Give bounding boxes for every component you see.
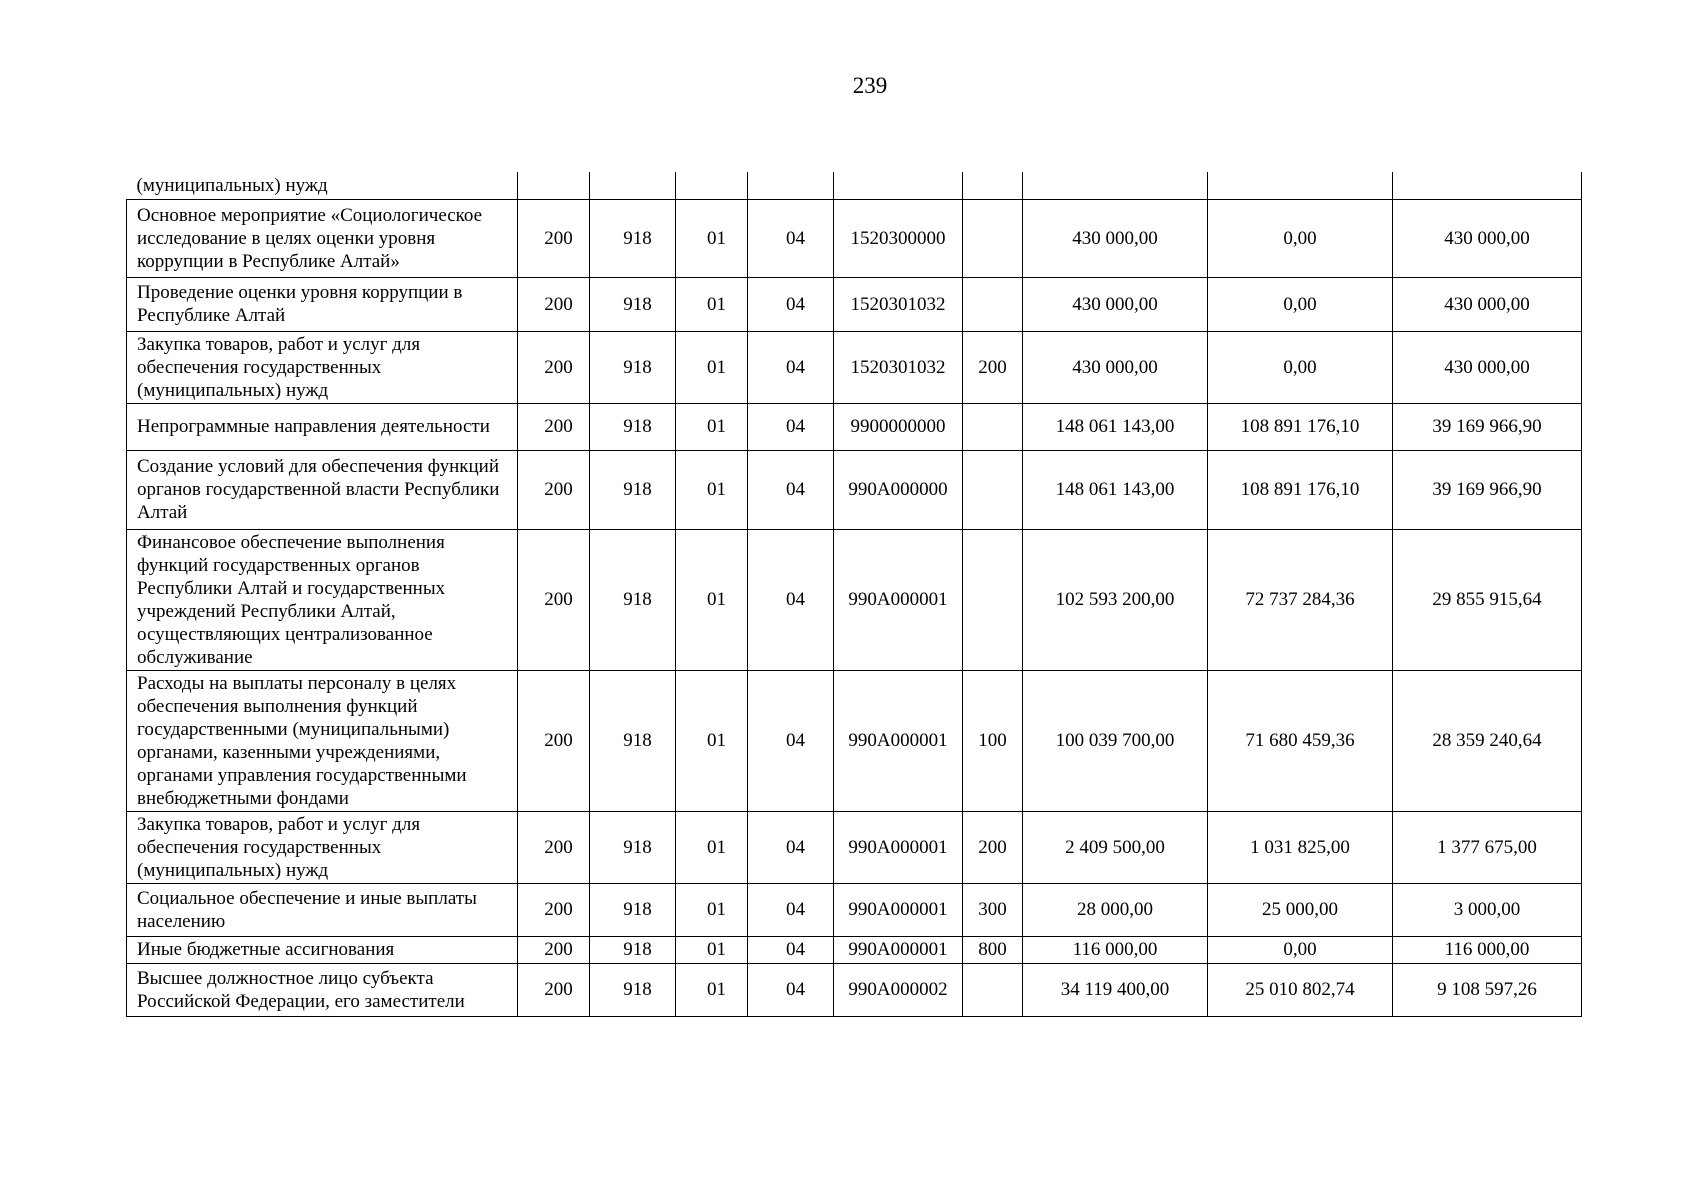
ministry-code-cell: 918 xyxy=(590,450,676,529)
section-cell: 01 xyxy=(676,529,748,670)
row-name-cell: Высшее должностное лицо субъекта Российской Федерации, его заместители xyxy=(127,963,518,1016)
remainder-amount-cell: 430 000,00 xyxy=(1393,331,1582,403)
gov-code-cell: 200 xyxy=(518,277,590,331)
ministry-code-cell: 918 xyxy=(590,199,676,277)
section-cell: 01 xyxy=(676,199,748,277)
remainder-amount-cell: 3 000,00 xyxy=(1393,883,1582,936)
row-name-cell: Закупка товаров, работ и услуг для обеспечения государственных (муниципальных) нужд xyxy=(127,331,518,403)
expense-type-cell: 200 xyxy=(963,331,1023,403)
planned-amount-cell: 148 061 143,00 xyxy=(1023,450,1208,529)
table-row xyxy=(127,883,1582,936)
table-row xyxy=(127,172,1582,199)
gov-code-cell: 200 xyxy=(518,811,590,883)
table-row xyxy=(127,450,1582,529)
table-row xyxy=(127,199,1582,277)
expense-type-cell: 300 xyxy=(963,883,1023,936)
page-number: 239 xyxy=(852,73,888,98)
executed-amount-cell: 0,00 xyxy=(1208,331,1393,403)
target-article-cell: 990А000002 xyxy=(834,963,963,1016)
gov-code-cell: 200 xyxy=(518,199,590,277)
section-cell: 01 xyxy=(676,883,748,936)
expense-type-cell xyxy=(963,529,1023,670)
planned-amount-cell: 102 593 200,00 xyxy=(1023,529,1208,670)
executed-amount-cell: 25 010 802,74 xyxy=(1208,963,1393,1016)
row-name-cell: Непрограммные направления деятельности xyxy=(127,403,518,450)
target-article-cell: 1520301032 xyxy=(834,331,963,403)
table-row xyxy=(127,403,1582,450)
executed-amount-cell: 0,00 xyxy=(1208,277,1393,331)
target-article-cell xyxy=(834,172,963,199)
ministry-code-cell: 918 xyxy=(590,670,676,811)
table-row xyxy=(127,331,1582,403)
table-row xyxy=(127,529,1582,670)
expense-type-cell xyxy=(963,963,1023,1016)
planned-amount-cell: 34 119 400,00 xyxy=(1023,963,1208,1016)
planned-amount-cell xyxy=(1023,172,1208,199)
planned-amount-cell: 28 000,00 xyxy=(1023,883,1208,936)
executed-amount-cell: 71 680 459,36 xyxy=(1208,670,1393,811)
expense-type-cell xyxy=(963,277,1023,331)
row-name-cell: Создание условий для обеспечения функций органов государственной власти Республики Алтай xyxy=(127,450,518,529)
subsection-cell: 04 xyxy=(748,670,834,811)
subsection-cell: 04 xyxy=(748,199,834,277)
subsection-cell: 04 xyxy=(748,811,834,883)
remainder-amount-cell: 9 108 597,26 xyxy=(1393,963,1582,1016)
row-name-cell: Иные бюджетные ассигнования xyxy=(127,936,518,963)
planned-amount-cell: 100 039 700,00 xyxy=(1023,670,1208,811)
expense-type-cell xyxy=(963,172,1023,199)
section-cell: 01 xyxy=(676,670,748,811)
gov-code-cell: 200 xyxy=(518,963,590,1016)
planned-amount-cell: 430 000,00 xyxy=(1023,331,1208,403)
planned-amount-cell: 430 000,00 xyxy=(1023,277,1208,331)
gov-code-cell xyxy=(518,172,590,199)
remainder-amount-cell: 1 377 675,00 xyxy=(1393,811,1582,883)
ministry-code-cell: 918 xyxy=(590,529,676,670)
planned-amount-cell: 430 000,00 xyxy=(1023,199,1208,277)
planned-amount-cell: 116 000,00 xyxy=(1023,936,1208,963)
target-article-cell: 1520301032 xyxy=(834,277,963,331)
planned-amount-cell: 2 409 500,00 xyxy=(1023,811,1208,883)
gov-code-cell: 200 xyxy=(518,883,590,936)
table-row xyxy=(127,811,1582,883)
subsection-cell: 04 xyxy=(748,331,834,403)
executed-amount-cell: 25 000,00 xyxy=(1208,883,1393,936)
remainder-amount-cell xyxy=(1393,172,1582,199)
subsection-cell xyxy=(748,172,834,199)
ministry-code-cell: 918 xyxy=(590,963,676,1016)
executed-amount-cell xyxy=(1208,172,1393,199)
target-article-cell: 9900000000 xyxy=(834,403,963,450)
section-cell: 01 xyxy=(676,277,748,331)
gov-code-cell: 200 xyxy=(518,936,590,963)
row-name-cell: Проведение оценки уровня коррупции в Республике Алтай xyxy=(127,277,518,331)
row-name-cell: Финансовое обеспечение выполнения функций государственных органов Республики Алтай и государственных учреждений Республики Алтай, осуществляющих централизованное обслуживание xyxy=(127,529,518,670)
ministry-code-cell: 918 xyxy=(590,883,676,936)
target-article-cell: 990А000001 xyxy=(834,811,963,883)
target-article-cell: 1520300000 xyxy=(834,199,963,277)
target-article-cell: 990А000001 xyxy=(834,883,963,936)
table-row xyxy=(127,936,1582,963)
gov-code-cell: 200 xyxy=(518,450,590,529)
target-article-cell: 990А000000 xyxy=(834,450,963,529)
executed-amount-cell: 0,00 xyxy=(1208,199,1393,277)
section-cell: 01 xyxy=(676,936,748,963)
subsection-cell: 04 xyxy=(748,529,834,670)
gov-code-cell: 200 xyxy=(518,331,590,403)
expense-type-cell xyxy=(963,199,1023,277)
remainder-amount-cell: 116 000,00 xyxy=(1393,936,1582,963)
expense-type-cell: 200 xyxy=(963,811,1023,883)
remainder-amount-cell: 39 169 966,90 xyxy=(1393,403,1582,450)
row-name-cell: Закупка товаров, работ и услуг для обеспечения государственных (муниципальных) нужд xyxy=(127,811,518,883)
expense-type-cell: 800 xyxy=(963,936,1023,963)
section-cell: 01 xyxy=(676,450,748,529)
section-cell: 01 xyxy=(676,963,748,1016)
subsection-cell: 04 xyxy=(748,936,834,963)
subsection-cell: 04 xyxy=(748,403,834,450)
ministry-code-cell: 918 xyxy=(590,277,676,331)
executed-amount-cell: 1 031 825,00 xyxy=(1208,811,1393,883)
target-article-cell: 990А000001 xyxy=(834,529,963,670)
subsection-cell: 04 xyxy=(748,277,834,331)
subsection-cell: 04 xyxy=(748,450,834,529)
row-name-cell: Расходы на выплаты персоналу в целях обеспечения выполнения функций государственными (муниципальными) органами, казенными учреждениями, органами управления государственными внебюджетными фондами xyxy=(127,670,518,811)
subsection-cell: 04 xyxy=(748,963,834,1016)
table-row xyxy=(127,963,1582,1016)
executed-amount-cell: 0,00 xyxy=(1208,936,1393,963)
gov-code-cell: 200 xyxy=(518,670,590,811)
executed-amount-cell: 108 891 176,10 xyxy=(1208,403,1393,450)
row-name-cell: Основное мероприятие «Социологическое исследование в целях оценки уровня коррупции в Республике Алтай» xyxy=(127,199,518,277)
remainder-amount-cell: 28 359 240,64 xyxy=(1393,670,1582,811)
section-cell: 01 xyxy=(676,331,748,403)
table-row xyxy=(127,277,1582,331)
remainder-amount-cell: 430 000,00 xyxy=(1393,199,1582,277)
ministry-code-cell: 918 xyxy=(590,811,676,883)
target-article-cell: 990А000001 xyxy=(834,936,963,963)
section-cell: 01 xyxy=(676,811,748,883)
expense-type-cell: 100 xyxy=(963,670,1023,811)
executed-amount-cell: 72 737 284,36 xyxy=(1208,529,1393,670)
gov-code-cell: 200 xyxy=(518,529,590,670)
row-name-cell: (муниципальных) нужд xyxy=(127,172,518,199)
ministry-code-cell: 918 xyxy=(590,331,676,403)
section-cell xyxy=(676,172,748,199)
table-row xyxy=(127,670,1582,811)
remainder-amount-cell: 430 000,00 xyxy=(1393,277,1582,331)
ministry-code-cell xyxy=(590,172,676,199)
ministry-code-cell: 918 xyxy=(590,936,676,963)
target-article-cell: 990А000001 xyxy=(834,670,963,811)
expense-type-cell xyxy=(963,450,1023,529)
section-cell: 01 xyxy=(676,403,748,450)
expense-type-cell xyxy=(963,403,1023,450)
ministry-code-cell: 918 xyxy=(590,403,676,450)
row-name-cell: Социальное обеспечение и иные выплаты населению xyxy=(127,883,518,936)
budget-table xyxy=(126,172,1582,1017)
gov-code-cell: 200 xyxy=(518,403,590,450)
remainder-amount-cell: 39 169 966,90 xyxy=(1393,450,1582,529)
remainder-amount-cell: 29 855 915,64 xyxy=(1393,529,1582,670)
subsection-cell: 04 xyxy=(748,883,834,936)
planned-amount-cell: 148 061 143,00 xyxy=(1023,403,1208,450)
executed-amount-cell: 108 891 176,10 xyxy=(1208,450,1393,529)
